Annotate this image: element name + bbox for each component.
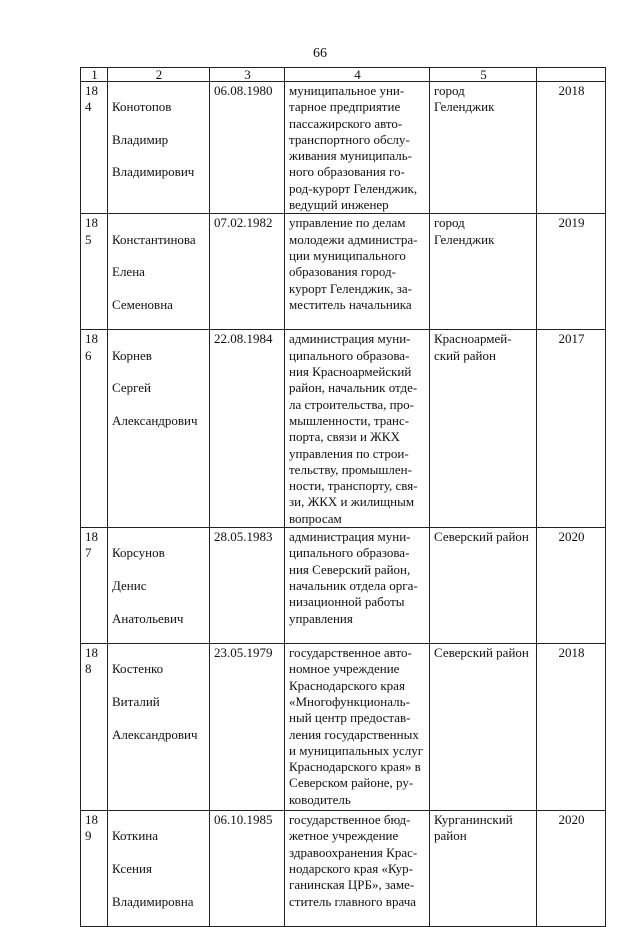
table-row <box>81 330 606 528</box>
inclusion-year: 2020 <box>537 528 606 644</box>
personnel-reserve-table <box>80 67 606 927</box>
birth-date: 28.05.1983 <box>210 528 285 644</box>
municipality: город Геленджик <box>430 214 537 330</box>
position-description: администрация муни- ципального образова- ния Северский район, начальник отдела орга- низационной работы управления <box>285 528 430 644</box>
patronymic: Владимирович <box>112 164 195 180</box>
page-number: 66 <box>313 46 327 61</box>
table-row <box>81 82 606 214</box>
header-col-2: 2 <box>108 68 210 82</box>
header-col-4: 4 <box>285 68 430 82</box>
header-col-6 <box>537 68 606 82</box>
birth-date: 06.08.1980 <box>210 82 285 214</box>
last-name: Конотопов <box>112 99 172 115</box>
birth-date: 06.10.1985 <box>210 811 285 927</box>
person-name <box>108 644 210 811</box>
birth-date: 23.05.1979 <box>210 644 285 811</box>
table-row <box>81 811 606 927</box>
inclusion-year: 2018 <box>537 644 606 811</box>
person-name <box>108 811 210 927</box>
inclusion-year: 2017 <box>537 330 606 528</box>
municipality: город Геленджик <box>430 82 537 214</box>
row-number: 188 <box>81 644 108 811</box>
municipality: Красноармей- ский район <box>430 330 537 528</box>
header-col-3: 3 <box>210 68 285 82</box>
row-number: 186 <box>81 330 108 528</box>
patronymic: Семеновна <box>112 296 173 312</box>
row-number: 185 <box>81 214 108 330</box>
last-name: Корсунов <box>112 545 165 561</box>
municipality: Северский район <box>430 644 537 811</box>
table-row <box>81 528 606 644</box>
inclusion-year: 2019 <box>537 214 606 330</box>
last-name: Константинова <box>112 231 196 247</box>
patronymic: Александрович <box>112 726 198 742</box>
municipality: Курганинский район <box>430 811 537 927</box>
position-description: управление по делам молодежи администра- ции муниципального образования город- курорт Геленджик, за- меститель начальника <box>285 214 430 330</box>
position-description: муниципальное уни- тарное предприятие пассажирского авто- транспортного обслу- живания муниципаль- ного образования го- род-курорт Геленджик, ведущий инженер <box>285 82 430 214</box>
person-name <box>108 214 210 330</box>
first-name: Виталий <box>112 693 160 709</box>
patronymic: Владимировна <box>112 893 194 909</box>
person-name <box>108 330 210 528</box>
inclusion-year: 2020 <box>537 811 606 927</box>
header-col-1: 1 <box>81 68 108 82</box>
table-row <box>81 644 606 811</box>
header-col-5: 5 <box>430 68 537 82</box>
table-header-row <box>81 68 606 82</box>
last-name: Коткина <box>112 828 159 844</box>
patronymic: Александрович <box>112 412 198 428</box>
municipality: Северский район <box>430 528 537 644</box>
last-name: Костенко <box>112 661 164 677</box>
birth-date: 22.08.1984 <box>210 330 285 528</box>
position-description: государственное бюд- жетное учреждение здравоохранения Крас- нодарского края «Кур- ганинская ЦРБ», заме- ститель главного врача <box>285 811 430 927</box>
row-number: 184 <box>81 82 108 214</box>
position-description: государственное авто- номное учреждение Краснодарского края «Многофункциональ- ный центр предостав- ления государственных и муниципальных услуг Краснодарского края» в Северском районе, ру- ководитель <box>285 644 430 811</box>
patronymic: Анатольевич <box>112 610 184 626</box>
person-name <box>108 82 210 214</box>
row-number: 187 <box>81 528 108 644</box>
last-name: Корнев <box>112 347 152 363</box>
birth-date: 07.02.1982 <box>210 214 285 330</box>
position-description: администрация муни- ципального образова- ния Красноармейский район, начальник отде- ла строительства, про- мышленности, транс- порта, связи и ЖКХ управления по строи- тельству, промышлен- ности, транспорту, свя- зи, ЖКХ и жилищным вопросам <box>285 330 430 528</box>
first-name: Ксения <box>112 860 152 876</box>
table-row <box>81 214 606 330</box>
first-name: Владимир <box>112 131 169 147</box>
inclusion-year: 2018 <box>537 82 606 214</box>
person-name <box>108 528 210 644</box>
first-name: Сергей <box>112 380 151 396</box>
first-name: Елена <box>112 264 145 280</box>
row-number: 189 <box>81 811 108 927</box>
first-name: Денис <box>112 577 147 593</box>
